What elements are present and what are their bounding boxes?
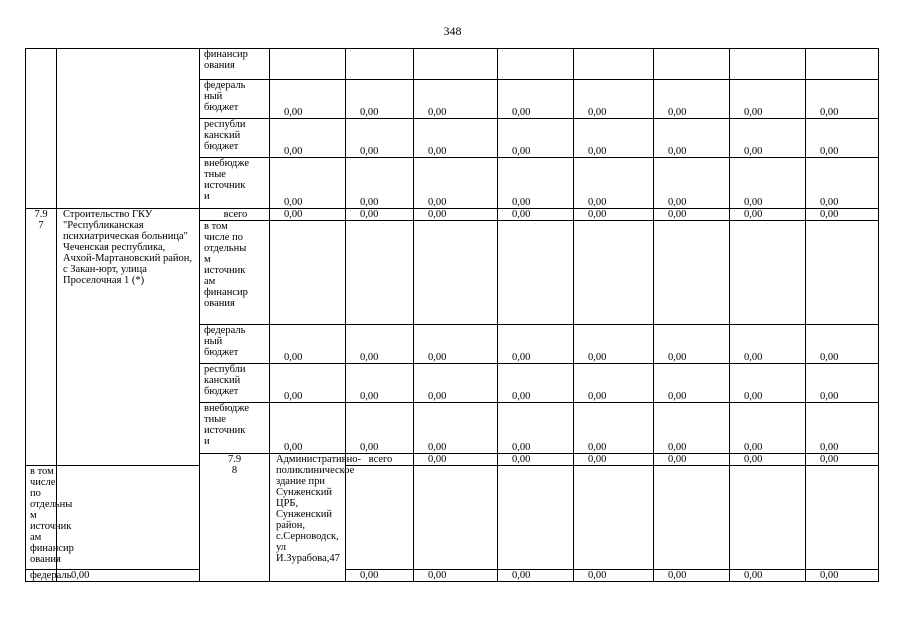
value-cell: [57, 466, 200, 570]
value-cell: 0,00: [346, 119, 414, 158]
value-cell: 0,00: [574, 403, 654, 454]
value-cell: 0,00: [574, 119, 654, 158]
value-cell: 0,00: [414, 570, 498, 582]
value-cell: 0,00: [730, 80, 806, 119]
source-label: республи канский бюджет: [200, 364, 270, 403]
value-cell: [730, 466, 806, 570]
value-cell: 0,00: [498, 209, 574, 221]
value-cell: [346, 49, 414, 80]
value-cell: 0,00: [574, 158, 654, 209]
source-label: в том числе по отдельны м источник ам финансир ования: [200, 221, 270, 325]
page-number: 348: [443, 24, 462, 38]
value-cell: [414, 49, 498, 80]
value-cell: 0,00: [654, 364, 730, 403]
value-cell: 0,00: [270, 119, 346, 158]
value-cell: 0,00: [806, 158, 879, 209]
source-label: в том числе по отдельны м источник ам финансир ования: [26, 466, 57, 570]
value-cell: 0,00: [806, 80, 879, 119]
value-cell: 0,00: [270, 158, 346, 209]
source-label: внебюдже тные источник и: [200, 158, 270, 209]
value-cell: [654, 221, 730, 325]
value-cell: 0,00: [806, 570, 879, 582]
source-label: федераль ный бюджет: [200, 80, 270, 119]
value-cell: 0,00: [574, 570, 654, 582]
value-cell: 0,00: [414, 325, 498, 364]
value-cell: 0,00: [806, 403, 879, 454]
source-label: финансир ования: [200, 49, 270, 80]
code-cell: [26, 49, 57, 209]
value-cell: 0,00: [270, 209, 346, 221]
budget-table: [25, 48, 879, 582]
value-cell: [806, 466, 879, 570]
value-cell: [654, 466, 730, 570]
value-cell: [414, 221, 498, 325]
item-code: 7.9 7: [26, 209, 57, 466]
value-cell: 0,00: [730, 403, 806, 454]
value-cell: 0,00: [498, 158, 574, 209]
source-label: республи канский бюджет: [200, 119, 270, 158]
value-cell: 0,00: [806, 325, 879, 364]
source-label: всего: [346, 454, 414, 466]
value-cell: 0,00: [346, 80, 414, 119]
value-cell: 0,00: [498, 454, 574, 466]
value-cell: [730, 221, 806, 325]
source-label: внебюдже тные источник и: [200, 403, 270, 454]
value-cell: 0,00: [730, 119, 806, 158]
value-cell: 0,00: [498, 364, 574, 403]
value-cell: 0,00: [270, 364, 346, 403]
value-cell: 0,00: [346, 158, 414, 209]
value-cell: 0,00: [574, 209, 654, 221]
value-cell: 0,00: [498, 325, 574, 364]
value-cell: 0,00: [346, 403, 414, 454]
value-cell: 0,00: [574, 80, 654, 119]
value-cell: 0,00: [654, 209, 730, 221]
value-cell: 0,00: [654, 325, 730, 364]
value-cell: [498, 466, 574, 570]
value-cell: [806, 221, 879, 325]
value-cell: 0,00: [574, 325, 654, 364]
value-cell: 0,00: [414, 119, 498, 158]
value-cell: 0,00: [574, 364, 654, 403]
value-cell: 0,00: [806, 209, 879, 221]
value-cell: 0,00: [806, 364, 879, 403]
table-row: [26, 466, 879, 570]
value-cell: 0,00: [730, 325, 806, 364]
value-cell: [414, 466, 498, 570]
value-cell: [270, 221, 346, 325]
value-cell: [730, 49, 806, 80]
value-cell: 0,00: [730, 364, 806, 403]
value-cell: [574, 466, 654, 570]
item-code: 7.9 8: [200, 454, 270, 582]
value-cell: 0,00: [574, 454, 654, 466]
value-cell: 0,00: [57, 570, 200, 582]
value-cell: 0,00: [270, 325, 346, 364]
value-cell: 0,00: [654, 158, 730, 209]
value-cell: 0,00: [498, 119, 574, 158]
value-cell: 0,00: [414, 403, 498, 454]
value-cell: 0,00: [654, 80, 730, 119]
value-cell: 0,00: [414, 80, 498, 119]
value-cell: 0,00: [730, 570, 806, 582]
value-cell: 0,00: [270, 403, 346, 454]
table-row: [26, 49, 879, 80]
value-cell: 0,00: [414, 454, 498, 466]
value-cell: 0,00: [806, 454, 879, 466]
value-cell: 0,00: [414, 364, 498, 403]
value-cell: 0,00: [654, 119, 730, 158]
value-cell: 0,00: [806, 119, 879, 158]
value-cell: [270, 49, 346, 80]
item-name: Административно-поликлиническое здание при Сунженский ЦРБ, Сунженский район, с.Серноводск, ул И.Зурабова,47: [270, 454, 346, 582]
source-label: федераль ный бюджет: [200, 325, 270, 364]
value-cell: [346, 466, 414, 570]
value-cell: [498, 49, 574, 80]
value-cell: 0,00: [346, 325, 414, 364]
value-cell: 0,00: [730, 454, 806, 466]
source-label: всего: [200, 209, 270, 221]
value-cell: 0,00: [730, 158, 806, 209]
table-row: [26, 570, 879, 582]
value-cell: [498, 221, 574, 325]
name-cell: [57, 49, 200, 209]
value-cell: [806, 49, 879, 80]
value-cell: [574, 221, 654, 325]
value-cell: 0,00: [498, 570, 574, 582]
value-cell: [574, 49, 654, 80]
value-cell: 0,00: [414, 209, 498, 221]
value-cell: 0,00: [654, 454, 730, 466]
source-label: федераль: [26, 570, 57, 582]
table-row: [26, 209, 879, 221]
value-cell: 0,00: [654, 403, 730, 454]
value-cell: 0,00: [346, 364, 414, 403]
item-name: Строительство ГКУ "Республиканская психиатрическая больница" Чеченская республика, Ачхой-Мартановский район, с Закан-юрт, улица Проселочная 1 (*): [57, 209, 200, 466]
value-cell: 0,00: [730, 209, 806, 221]
value-cell: 0,00: [654, 570, 730, 582]
value-cell: 0,00: [346, 570, 414, 582]
value-cell: 0,00: [270, 80, 346, 119]
value-cell: 0,00: [414, 158, 498, 209]
value-cell: 0,00: [346, 209, 414, 221]
value-cell: [346, 221, 414, 325]
value-cell: 0,00: [498, 80, 574, 119]
value-cell: 0,00: [498, 403, 574, 454]
value-cell: [654, 49, 730, 80]
